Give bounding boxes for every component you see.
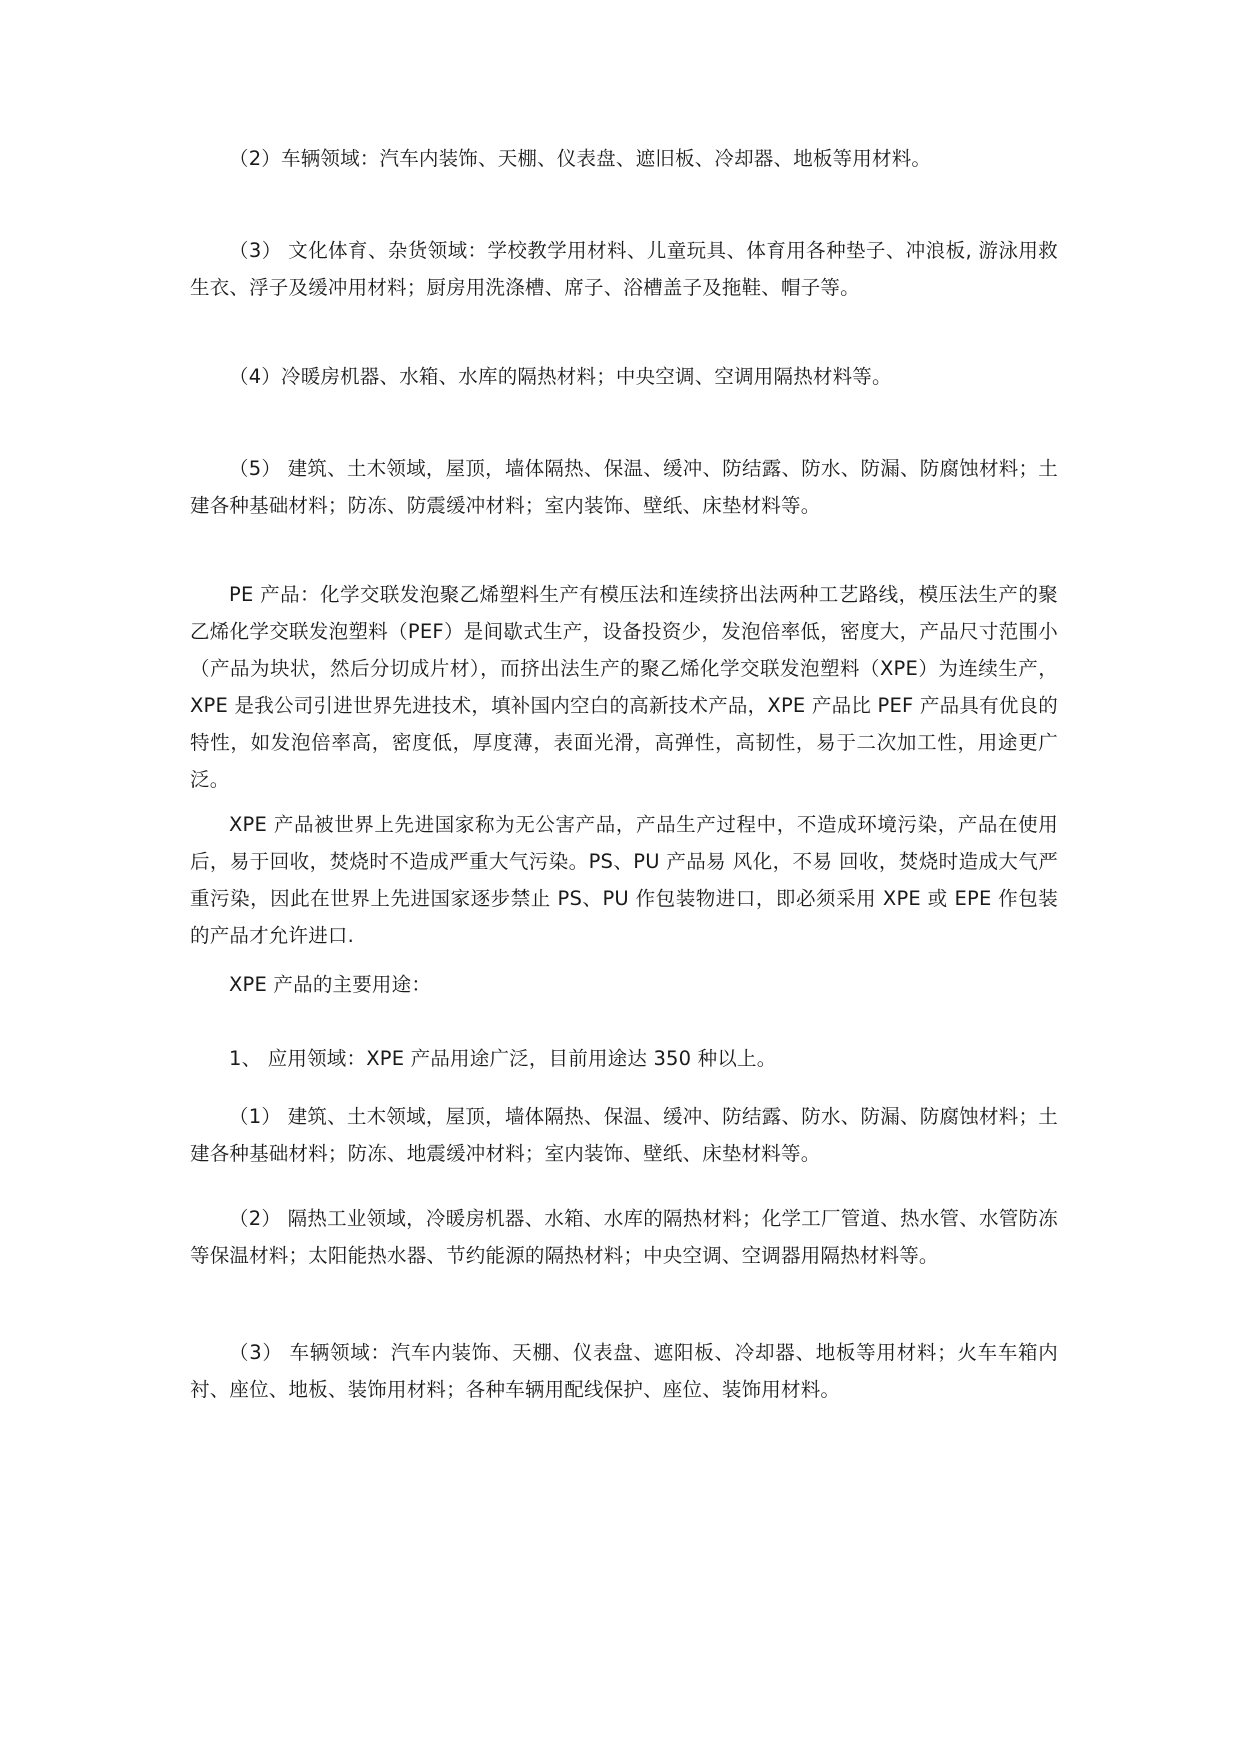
paragraph-xpe-environment: XPE 产品被世界上先进国家称为无公害产品，产品生产过程中，不造成环境污染，产品在使用后，易于回收，焚烧时不造成严重大气污染。PS、PU 产品易 风化，不易 回收，焚烧时造成大气严重污染，因此在世界上先进国家逐步禁止 PS、PU 作包装物进口，即必须采用 XPE 或 EPE 作包装的产品才允许进口. bbox=[190, 813, 1058, 947]
paragraph-insulation-industry: （2） 隔热工业领域，冷暖房机器、水箱、水库的隔热材料；化学工厂管道、热水管、水管防冻等保温材料；太阳能热水器、节约能源的隔热材料；中央空调、空调器用隔热材料等。 bbox=[190, 1207, 1058, 1267]
paragraph-culture-sports-field: （3） 文化体育、杂货领域：学校教学用材料、儿童玩具、体育用各种垫子、冲浪板, 游泳用救生衣、浮子及缓冲用材料；厨房用洗涤槽、席子、浴槽盖子及拖鞋、帽子等。 bbox=[190, 239, 1058, 299]
paragraph-hvac-insulation: （4）冷暖房机器、水箱、水库的隔热材料；中央空调、空调用隔热材料等。 bbox=[229, 365, 892, 388]
paragraph-construction-uses: （1） 建筑、土木领域，屋顶，墙体隔热、保温、缓冲、防结露、防水、防漏、防腐蚀材料；土建各种基础材料；防冻、地震缓冲材料；室内装饰、壁纸、床垫材料等。 bbox=[190, 1105, 1058, 1165]
paragraph-application-fields: 1、 应用领域：XPE 产品用途广泛，目前用途达 350 种以上。 bbox=[229, 1047, 777, 1070]
paragraph-vehicle-field-short: （2）车辆领域：汽车内装饰、天棚、仪表盘、遮旧板、冷却器、地板等用材料。 bbox=[229, 147, 932, 170]
paragraph-xpe-main-uses-heading: XPE 产品的主要用途： bbox=[229, 973, 432, 996]
paragraph-pe-products: PE 产品：化学交联发泡聚乙烯塑料生产有模压法和连续挤出法两种工艺路线，模压法生产的聚乙烯化学交联发泡塑料（PEF）是间歇式生产，设备投资少，发泡倍率低，密度大，产品尺寸范围小（产品为块状，然后分切成片材），而挤出法生产的聚乙烯化学交联发泡塑料（XPE）为连续生产，XPE 是我公司引进世界先进技术，填补国内空白的高新技术产品，XPE 产品比 PEF 产品具有优良的特性，如发泡倍率高，密度低，厚度薄，表面光滑，高弹性，高韧性，易于二次加工性，用途更广泛。 bbox=[190, 583, 1058, 791]
paragraph-construction-field: （5） 建筑、土木领域，屋顶，墙体隔热、保温、缓冲、防结露、防水、防漏、防腐蚀材料；土建各种基础材料；防冻、防震缓冲材料；室内装饰、壁纸、床垫材料等。 bbox=[190, 457, 1058, 517]
paragraph-vehicle-field: （3） 车辆领域：汽车内装饰、天棚、仪表盘、遮阳板、冷却器、地板等用材料；火车车箱内衬、座位、地板、装饰用材料；各种车辆用配线保护、座位、装饰用材料。 bbox=[190, 1341, 1058, 1401]
